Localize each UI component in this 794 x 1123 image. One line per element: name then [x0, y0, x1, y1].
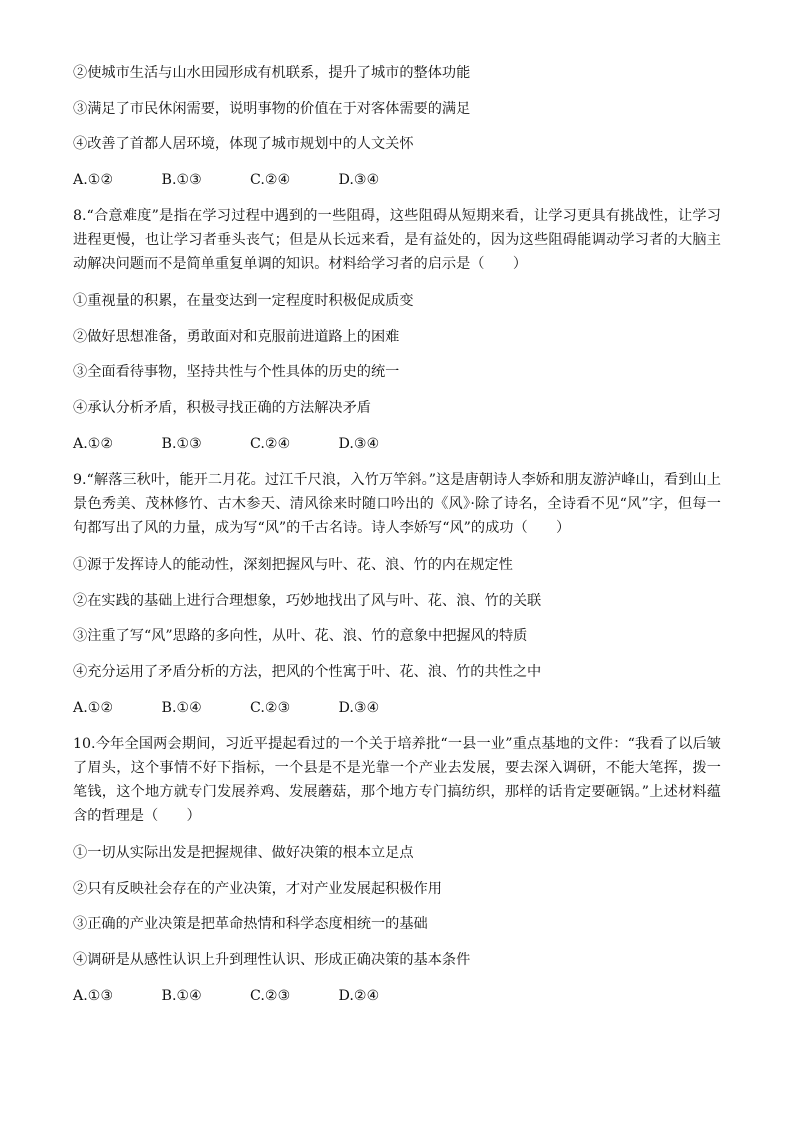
q9-stem: 9.“解落三秋叶，能开二月花。过江千尺浪，入竹万竿斜。”这是唐朝诗人李娇和朋友游泸峰山，看到山上景色秀美、茂林修竹、古木参天、清风徐来时随口吟出的《风》·除了诗名，全诗看不见“风”字，但每一句都写出了风的力量，成为写“风”的千古名诗。诗人李娇写“风”的成功（ ） — [73, 472, 721, 536]
q9-option-4: ④充分运用了矛盾分析的方法，把风的个性寓于叶、花、浪、竹的共性之中 — [73, 664, 542, 680]
q9-choice-d: D.③④ — [338, 700, 380, 716]
q10-option-1: ①一切从实际出发是把握规律、做好决策的根本立足点 — [73, 845, 414, 861]
q8-choice-d: D.③④ — [338, 436, 380, 452]
q9-choice-a: A.①② — [73, 700, 114, 716]
q7-choice-d: D.③④ — [338, 172, 380, 188]
q10-answer-choices — [73, 984, 379, 1008]
q10-choice-d: D.②④ — [338, 988, 380, 1004]
q10-choice-c: C.②③ — [250, 988, 291, 1004]
q8-choice-a: A.①② — [73, 436, 114, 452]
q9-choice-c: C.②③ — [250, 700, 291, 716]
q8-option-4: ④承认分析矛盾，积极寻找正确的方法解决矛盾 — [73, 400, 371, 416]
q10-option-2: ②只有反映社会存在的产业决策，才对产业发展起积极作用 — [73, 881, 442, 897]
q7-answer-choices — [73, 168, 379, 192]
q7-option-4: ④改善了首都人居环境，体现了城市规划中的人文关怀 — [73, 136, 414, 152]
q9-choice-b: B.①④ — [161, 700, 202, 716]
q10-stem: 10.今年全国两会期间，习近平提起看过的一个关于培养批“一县一业”重点基地的文件：“我看了以后皱了眉头，这个事情不好下指标，一个县是不是光靠一个产业去发展，要去深入调研，不能大笔挥，拨一笔钱，这个地方就专门发展养鸡、发展蘑菇，那个地方专门搞纺织，那样的话肯定要砸锅。”上述材料蕴含的哲理是（ ） — [73, 736, 721, 824]
q8-option-2: ②做好思想准备，勇敢面对和克服前进道路上的困难 — [73, 329, 400, 345]
q10-choice-a: A.①③ — [73, 988, 114, 1004]
q10-option-4: ④调研是从感性认识上升到理性认识、形成正确决策的基本条件 — [73, 952, 471, 968]
q8-stem: 8.“合意难度”是指在学习过程中遇到的一些阻碍，这些阻碍从短期来看，让学习更具有挑战性，让学习进程更慢，也让学习者垂头丧气；但是从长远来看，是有益处的，因为这些阻碍能调动学习者的大脑主动解决问题而不是简单重复单调的知识。材料给学习者的启示是（ ） — [73, 208, 721, 272]
q9-answer-choices — [73, 696, 379, 720]
q7-option-2: ②使城市生活与山水田园形成有机联系，提升了城市的整体功能 — [73, 65, 471, 81]
q7-choice-b: B.①③ — [161, 172, 202, 188]
q10-choice-b: B.①④ — [161, 988, 202, 1004]
q7-choice-a: A.①② — [73, 172, 114, 188]
q8-choice-b: B.①③ — [161, 436, 202, 452]
q8-choice-c: C.②④ — [250, 436, 291, 452]
q7-option-3: ③满足了市民休闲需要，说明事物的价值在于对客体需要的满足 — [73, 101, 471, 117]
q8-answer-choices — [73, 432, 379, 456]
q7-choice-c: C.②④ — [250, 172, 291, 188]
q8-option-3: ③全面看待事物，坚持共性与个性具体的历史的统一 — [73, 364, 400, 380]
q8-option-1: ①重视量的积累，在量变达到一定程度时积极促成质变 — [73, 293, 414, 309]
q9-option-2: ②在实践的基础上进行合理想象，巧妙地找出了风与叶、花、浪、竹的关联 — [73, 593, 542, 609]
q9-option-3: ③注重了写“风”思路的多向性，从叶、花、浪、竹的意象中把握风的特质 — [73, 628, 528, 644]
q9-option-1: ①源于发挥诗人的能动性，深刻把握风与叶、花、浪、竹的内在规定性 — [73, 557, 513, 573]
q10-option-3: ③正确的产业决策是把革命热情和科学态度相统一的基础 — [73, 916, 428, 932]
